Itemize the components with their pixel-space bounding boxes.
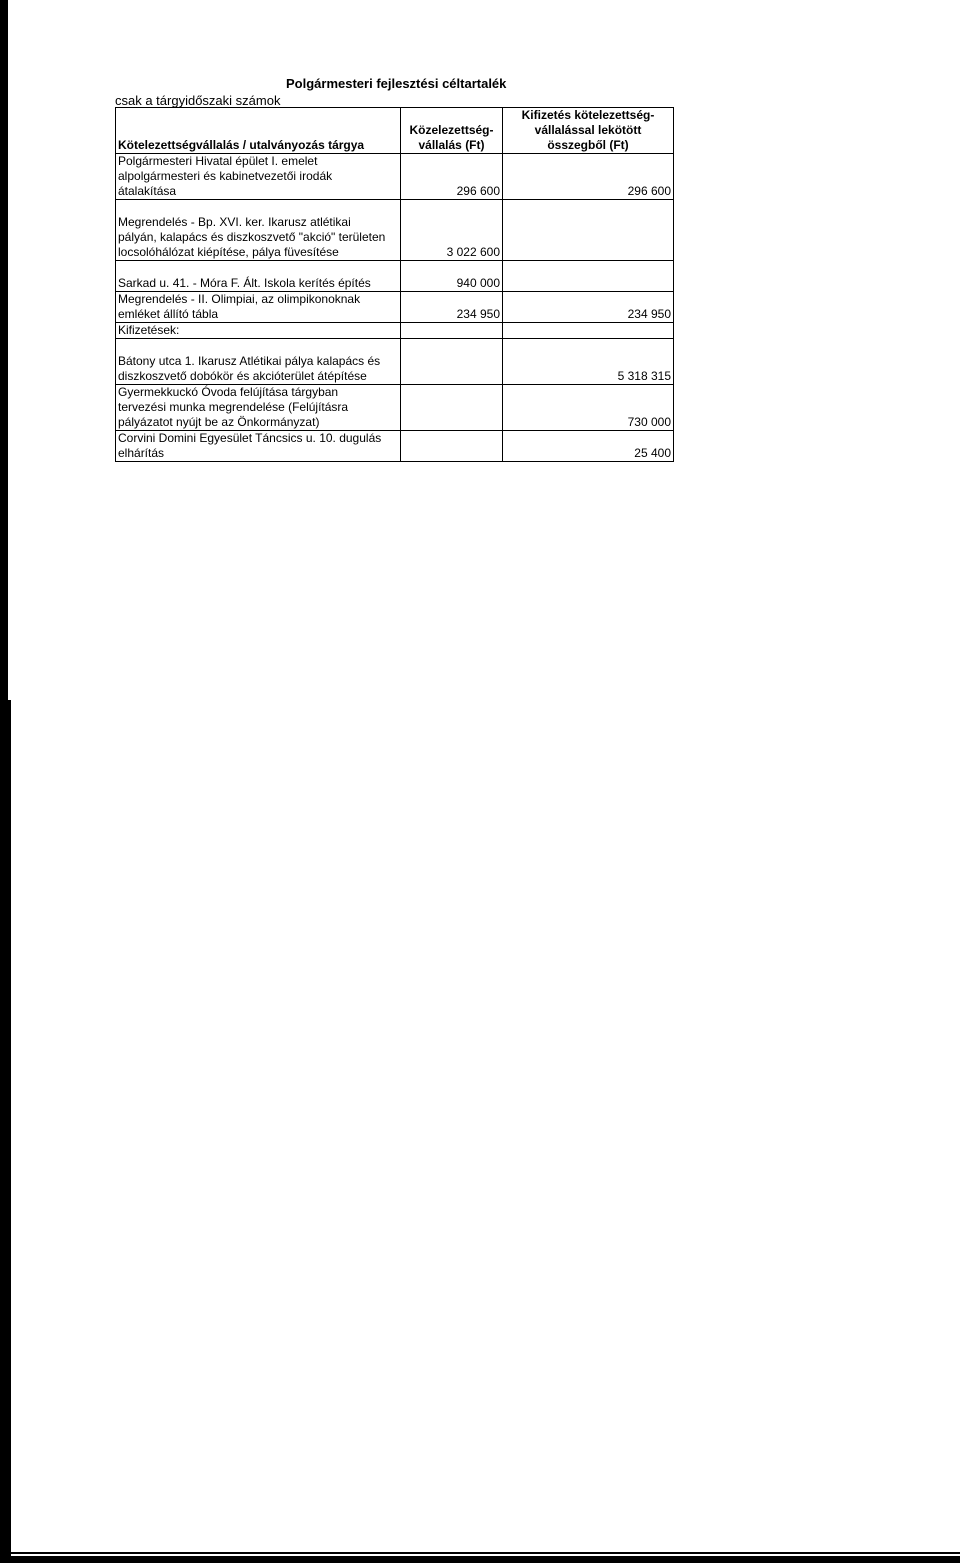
- payment-value: [503, 276, 674, 292]
- table-row: Megrendelés - Bp. XVI. ker. Ikarusz atlétikai: [116, 215, 674, 230]
- payment-value: 25 400: [503, 446, 674, 462]
- payments-label-row: [116, 323, 674, 339]
- budget-table: Kifizetés kötelezettség- Közelezettség- vállalással lekötött Kötelezettségvállalás / utalványozás tárgya vállalás (Ft) összegből (Ft) Polgármesteri Hivatal épület I. emelet alpolgármesteri és kabinetvezetői irodák átalakítása 296 600 296 600 Megrendelés - Bp. XVI. ker. Ikarusz atlétikai pályán, kalapács és diszkoszvető "akció" területen locsolóhálózat kiépítése, pálya füvesítése 3 022 600 Sarkad u. 41. - Móra F. Ált. Iskola kerítés építés 940 000 Megrendelés - II. Olimpiai, az olimpikonoknak emléket állító tábla 234 950 234 950 Kifizetések: Bátony utca 1. Ikarusz Atlétikai pálya kalapács és diszkoszvető dobókör és akcióterület átépítése 5 318 315 Gyermekkuckó Óvoda felújítása tárgyban tervezési munka megrendelése (Felújításra pályázatot nyújt be az Önkormányzat) 730 000 Corvini Domini Egyesület Táncsics u. 10. dugulás elhárítás 25 400: [115, 107, 674, 462]
- commitment-value: 3 022 600: [401, 245, 503, 261]
- payment-value: [503, 245, 674, 261]
- commitment-value: [401, 369, 503, 385]
- header-payment-line2: vállalással lekötött: [503, 123, 674, 138]
- table-header-row: [116, 108, 674, 124]
- document-subtitle: csak a tárgyidőszaki számok: [115, 93, 281, 108]
- payment-value: 296 600: [503, 184, 674, 200]
- commitment-value: [401, 415, 503, 431]
- header-commitment-line1: Közelezettség-: [401, 123, 503, 138]
- header-subject: Kötelezettségvállalás / utalványozás tárgya: [116, 138, 401, 154]
- scan-edge-left-inner: [8, 700, 11, 1563]
- commitment-value: [401, 446, 503, 462]
- scan-edge-bottom: [0, 1556, 960, 1563]
- table-row: Corvini Domini Egyesület Táncsics u. 10. dugulás: [116, 431, 674, 447]
- header-payment-line1: Kifizetés kötelezettség-: [503, 108, 674, 124]
- commitment-value: 234 950: [401, 307, 503, 323]
- scan-edge-bottom-inner: [0, 1552, 960, 1554]
- table-row: Polgármesteri Hivatal épület I. emelet: [116, 154, 674, 170]
- payment-value: 234 950: [503, 307, 674, 323]
- scan-edge-left: [0, 0, 8, 1563]
- commitment-value: 296 600: [401, 184, 503, 200]
- header-commitment-line2: vállalás (Ft): [401, 138, 503, 154]
- document-title: Polgármesteri fejlesztési céltartalék: [286, 76, 507, 91]
- table-row: Gyermekkuckó Óvoda felújítása tárgyban: [116, 385, 674, 401]
- table-row: Bátony utca 1. Ikarusz Atlétikai pálya kalapács és: [116, 354, 674, 369]
- header-payment-line3: összegből (Ft): [503, 138, 674, 154]
- payments-label: Kifizetések:: [116, 323, 401, 339]
- table-row: Megrendelés - II. Olimpiai, az olimpikonoknak: [116, 292, 674, 308]
- commitment-value: 940 000: [401, 276, 503, 292]
- table-row: Sarkad u. 41. - Móra F. Ált. Iskola kerítés építés 940 000: [116, 276, 674, 292]
- payment-value: 730 000: [503, 415, 674, 431]
- payment-value: 5 318 315: [503, 369, 674, 385]
